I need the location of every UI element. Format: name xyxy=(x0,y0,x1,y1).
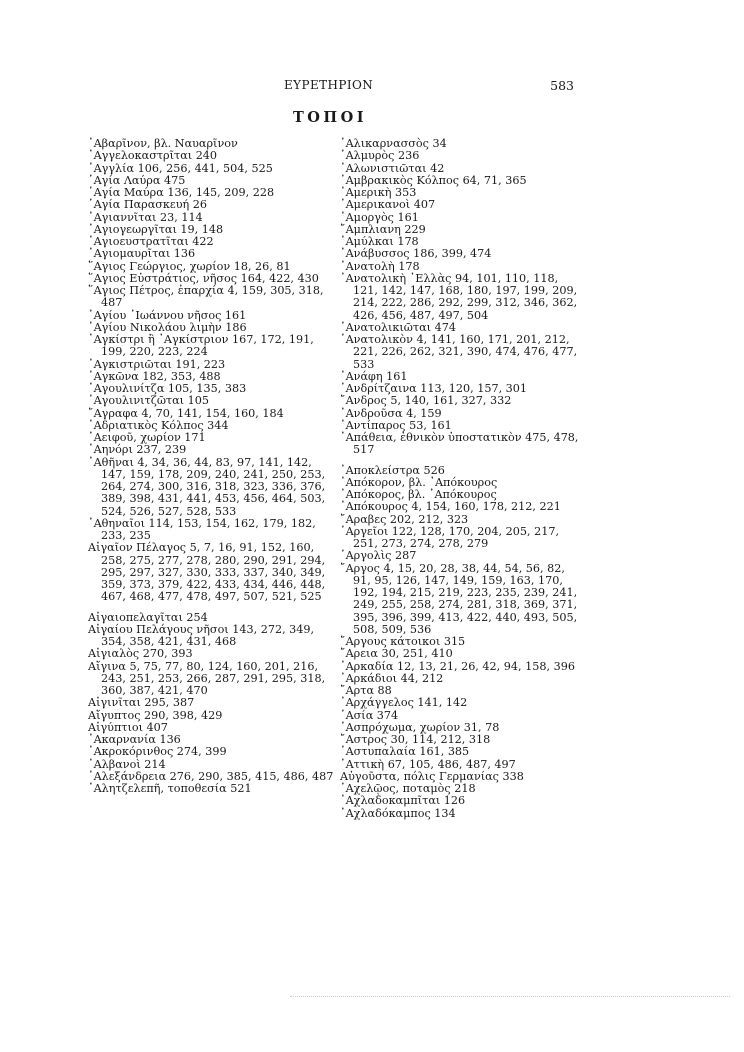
index-entry: ᾿Αχλαδοκαμπῖται 126 xyxy=(340,794,466,808)
index-entry: ῞Αγιος Γεώργιος, χωρίον 18, 26, 81 xyxy=(88,259,291,273)
index-entry: Αὐγοῦστα, πόλις Γερμανίας 338 xyxy=(340,769,524,783)
index-entry: ᾿Αλωνιστιῶται 42 xyxy=(340,161,445,175)
index-entry: ῎Αραβες 202, 212, 323 xyxy=(340,512,469,526)
index-entry: ᾿Αρκάδιοι 44, 212 xyxy=(340,671,444,685)
index-entry: Αἰγύπτιοι 407 xyxy=(88,720,168,734)
index-entry: ᾿Ανάφη 161 xyxy=(340,369,408,383)
index-entry: ᾿Αμερικὴ 353 xyxy=(340,186,417,199)
index-entry: ᾿Ανδροῦσα 4, 159 xyxy=(340,406,442,420)
running-header xyxy=(88,78,574,94)
index-entry: ῾Αλικαρνασσὸς 34 xyxy=(340,137,447,150)
index-entry: ᾿Αλεξάνδρεια 276, 290, 385, 415, 486, 487 xyxy=(88,769,334,783)
index-entry: ῎Αμπλιανη 229 xyxy=(340,222,426,236)
index-entry: ᾿Ασπρόχωμα, χωρίον 31, 78 xyxy=(340,720,500,734)
index-entry: ῎Αργους κάτοικοι 315 xyxy=(340,635,466,648)
index-entry: Αἴγινα 5, 75, 77, 80, 124, 160, 201, 216, 243, 251, 253, 266, 287, 291, 295, 318, 360, 387, 421, 470 xyxy=(88,659,326,697)
index-entry: ᾿Αντίπαρος 53, 161 xyxy=(340,418,452,432)
index-entry: ᾿Αμερικανοὶ 407 xyxy=(340,198,436,212)
index-entry: ᾿Αθηναῖοι 114, 153, 154, 162, 179, 182, 233, 235 xyxy=(88,516,316,542)
index-entry: ῎Ανδρος 5, 140, 161, 327, 332 xyxy=(340,394,512,408)
index-entry: ᾿Ανατολικὸν 4, 141, 160, 171, 201, 212, 221, 226, 262, 321, 390, 474, 476, 477, 533 xyxy=(340,333,578,371)
index-entry: Αἰγινῖται 295, 387 xyxy=(88,696,195,710)
index-entry: ᾿Αγουλινιτζῶται 105 xyxy=(88,394,209,408)
index-entry: ᾿Ανατολικὴ ῾Ελλὰς 94, 101, 110, 118, 121, 142, 147, 168, 180, 197, 199, 209, 214, 222, 286, 292, 299, 312, 346, 362, 426, 456, 487, 497, 504 xyxy=(340,271,578,322)
index-entry: ᾿Ανατολὴ 178 xyxy=(340,259,420,273)
index-entry: ᾿Αγγλία 106, 256, 441, 504, 525 xyxy=(88,161,273,175)
index-entry: ᾿Ανδρίτζαινα 113, 120, 157, 301 xyxy=(340,382,528,395)
index-entry: ῎Αστρος 30, 114, 212, 318 xyxy=(340,733,491,746)
index-entry: ᾿Ασία 374 xyxy=(340,708,399,722)
index-entry: ᾿Αχλαδόκαμπος 134 xyxy=(340,806,456,820)
index-entry: ᾿Αβαρῖνον, βλ. Ναυαρῖνον xyxy=(88,137,238,150)
index-entry: ᾿Αγουλινίτζα 105, 135, 383 xyxy=(88,382,247,395)
index-entry: ᾿Αλητζελεπῆ, τοποθεσία 521 xyxy=(88,782,252,795)
index-entry: Αἴγυπτος 290, 398, 429 xyxy=(88,708,223,722)
index-entry: ᾿Απόκορος, βλ. ᾿Απόκουρος xyxy=(340,488,497,501)
index-entry: ῎Αρτα 88 xyxy=(340,684,392,697)
index-entry: ᾿Αγιογεωργῖται 19, 148 xyxy=(88,222,224,236)
index-entry: ῾Αλμυρὸς 236 xyxy=(340,149,420,163)
section-title: ΤΟΠΟΙ xyxy=(292,109,368,126)
index-entry: ῾Αγίου ᾿Ιωάννου νῆσος 161 xyxy=(88,308,247,322)
index-entry: ᾿Αειφοῦ, χωρίον 171 xyxy=(88,431,206,444)
running-title: ΕΥΡΕΤΗΡΙΟΝ xyxy=(284,78,374,92)
index-entry: ᾿Αγκιστριῶται 191, 223 xyxy=(88,357,226,371)
index-entry: ᾿Αττικὴ 67, 105, 486, 487, 497 xyxy=(340,757,516,771)
index-entry: ᾿Αγιοευστρατῖται 422 xyxy=(88,235,214,248)
index-entry: ῾Αγίου Νικολάου λιμὴν 186 xyxy=(88,320,247,334)
index-entry: ᾿Αδριατικὸς Κόλπος 344 xyxy=(88,418,229,432)
index-entry: Αἰγαιοπελαγῖται 254 xyxy=(88,610,208,624)
index-entry: ᾿Απόκορον, βλ. ᾿Απόκουρος xyxy=(340,475,498,489)
index-entry: Αἰγαῖον Πέλαγος 5, 7, 16, 91, 152, 160, 258, 275, 277, 278, 280, 290, 291, 294, 295, 297, 327, 330, 333, 337, 340, 349, 359, 373, 379, 422, 433, 434, 446, 448, 467, 468, 477, 478, 497, 507, 521, 525 xyxy=(88,541,326,604)
index-entry: ᾿Αγκῶνα 182, 353, 488 xyxy=(88,369,221,383)
index-entry: ᾿Απόκουρος 4, 154, 160, 178, 212, 221 xyxy=(340,500,561,514)
index-entry: ᾿Αγκίστρι ἢ ᾿Αγκίστριον 167, 172, 191, 199, 220, 223, 224 xyxy=(88,333,314,359)
index-entry: ᾿Αγγελοκαστρῖται 240 xyxy=(88,149,218,163)
index-entry: Αἰγιαλὸς 270, 393 xyxy=(88,647,193,661)
index-entry: ᾿Αλβανοὶ 214 xyxy=(88,757,166,771)
index-entry: ᾿Αμύλκαι 178 xyxy=(340,235,419,248)
index-entry: ῾Αγία Μαύρα 136, 145, 209, 228 xyxy=(88,186,275,199)
index-entry: ᾿Αποκλείστρα 526 xyxy=(340,463,445,477)
index-entry: ᾿Αγιομαυρῖται 136 xyxy=(88,247,196,261)
index-entry: ῾Αγία Παρασκευή 26 xyxy=(88,198,208,212)
index-entry: ῎Αγραφα 4, 70, 141, 154, 160, 184 xyxy=(88,406,284,420)
index-entry: ᾿Ακροκόρινθος 274, 399 xyxy=(88,745,227,759)
index-entry: ᾿Ανατολικιῶται 474 xyxy=(340,320,456,334)
scan-artifact xyxy=(290,996,730,999)
index-entry: ᾿Ακαρνανία 136 xyxy=(88,733,181,746)
index-entry: Αἰγαίου Πελάγους νῆσοι 143, 272, 349, 354, 358, 421, 431, 468 xyxy=(88,622,315,648)
index-entry: ᾿Αργολὶς 287 xyxy=(340,549,417,563)
index-entry: ᾿Αστυπαλαία 161, 385 xyxy=(340,745,470,759)
index-column-left xyxy=(88,138,336,795)
index-entry: ᾿Αρκαδία 12, 13, 21, 26, 42, 94, 158, 396 xyxy=(340,659,575,673)
index-entry: ᾿Αηνόρι 237, 239 xyxy=(88,443,187,457)
index-entry: ᾿Απάθεια, ἐθνικὸν ὑποστατικὸν 475, 478, 517 xyxy=(340,431,579,457)
index-entry: ῎Αργος 4, 15, 20, 28, 38, 44, 54, 56, 82, 91, 95, 126, 147, 149, 159, 163, 170, 192, 194, 215, 219, 223, 235, 239, 241, 249, 255, 258, 274, 281, 318, 369, 371, 395, 396, 399, 413, 422, 440, 493, 505, 508, 509, 536 xyxy=(340,561,578,636)
page-number: 583 xyxy=(550,78,574,93)
index-entry: ᾿Αρχάγγελος 141, 142 xyxy=(340,696,468,710)
index-column-right xyxy=(340,138,580,820)
index-entry: ῾Αγία Λαύρα 475 xyxy=(88,173,186,187)
index-entry: ᾿Αγιαννῖται 23, 114 xyxy=(88,210,203,224)
index-entry: ῞Αγιος Πέτρος, ἐπαρχία 4, 159, 305, 318, 487 xyxy=(88,284,324,310)
index-entry: ᾿Ανάβυσσος 186, 399, 474 xyxy=(340,247,492,261)
index-entry: ῞Αγιος Εὐστράτιος, νῆσος 164, 422, 430 xyxy=(88,271,319,285)
index-entry: ᾿Αργεῖοι 122, 128, 170, 204, 205, 217, 251, 273, 274, 278, 279 xyxy=(340,524,560,550)
index-entry: ᾿Αμβρακικὸς Κόλπος 64, 71, 365 xyxy=(340,173,527,187)
index-entry: ᾿Αμοργὸς 161 xyxy=(340,210,419,224)
index-entry: ῎Αρεια 30, 251, 410 xyxy=(340,647,453,661)
index-entry: ᾿Αθῆναι 4, 34, 36, 44, 83, 97, 141, 142, 147, 159, 178, 209, 240, 241, 250, 253, 264, 274, 300, 316, 318, 323, 336, 376, 389, 398, 431, 441, 453, 456, 464, 503, 524, 526, 527, 528, 533 xyxy=(88,455,326,518)
index-entry: ᾿Αχελῷος, ποταμὸς 218 xyxy=(340,782,476,795)
